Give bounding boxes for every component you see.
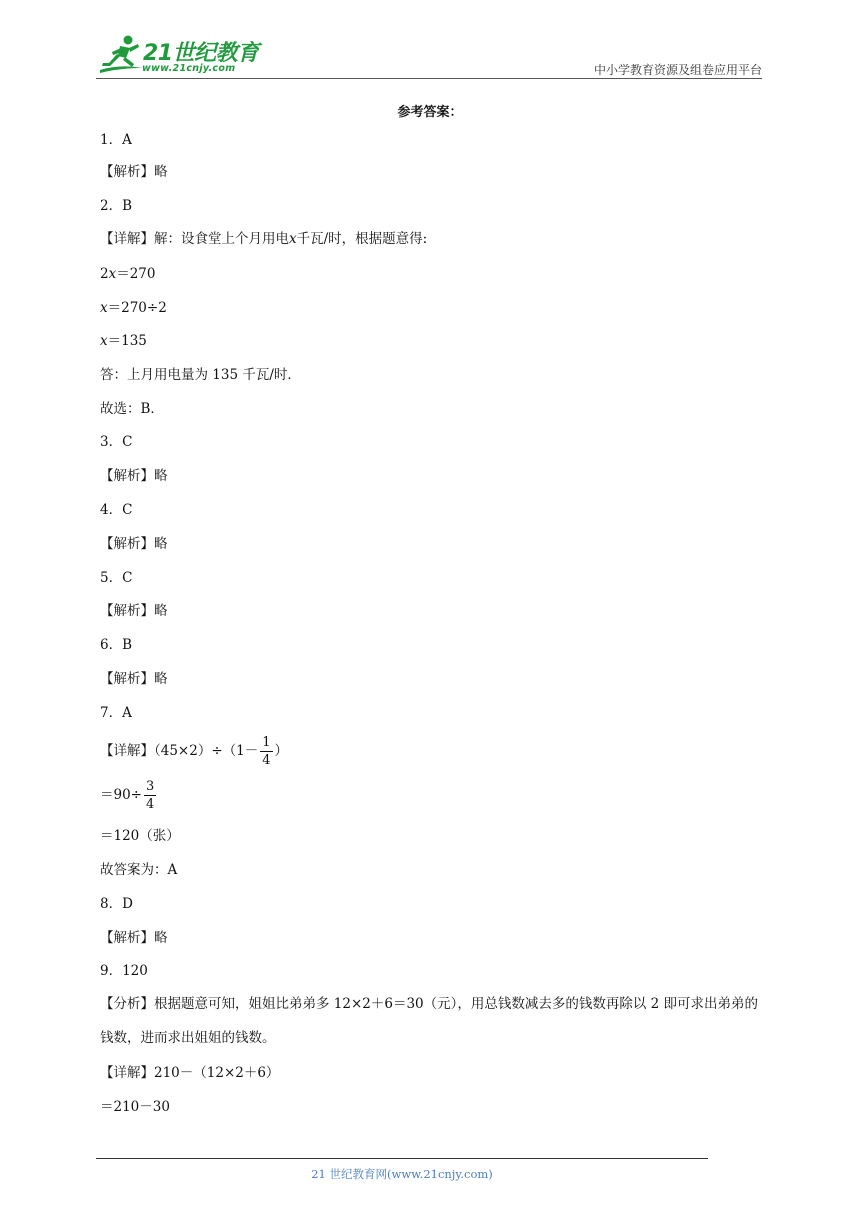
answer-2: 2．B xyxy=(100,198,133,214)
answer-statement: 答：上月用电量为 135 千瓦/时． xyxy=(100,367,301,383)
detail-2-intro xyxy=(100,230,427,248)
variable-x: x xyxy=(100,300,108,316)
detail-9-expression: 【详解】210－（12×2＋6） xyxy=(100,1065,280,1081)
analysis-4: 【解析】略 xyxy=(100,536,168,552)
text-segment: ） xyxy=(274,743,289,759)
choice-statement: 故选：B． xyxy=(100,401,164,417)
denominator: 4 xyxy=(146,797,155,812)
runner-logo-icon xyxy=(98,34,144,76)
answer-statement: 故答案为：A xyxy=(100,862,178,878)
detail-7-expression xyxy=(100,734,288,769)
denominator: 4 xyxy=(262,753,271,768)
equation-line xyxy=(100,299,167,317)
equation-line: ＝120（张） xyxy=(100,828,180,844)
footer-link[interactable]: 21 世纪教育网(www.21cnjy.com) xyxy=(311,1167,493,1181)
answer-6: 6．B xyxy=(100,637,133,653)
answer-7: 7．A xyxy=(100,705,132,721)
analysis-9: 【分析】根据题意可知，姐姐比弟弟多 12×2＋6＝30（元），用总钱数减去多的钱数再除以 2 即可求出弟弟的钱数，进而求出姐姐的钱数。 xyxy=(100,996,759,1046)
analysis-8: 【解析】略 xyxy=(100,930,168,946)
analysis-1: 【解析】略 xyxy=(100,164,168,180)
answer-3: 3．C xyxy=(100,434,133,450)
text-segment: ＝270 xyxy=(116,266,156,282)
text-segment: ＝270÷2 xyxy=(107,300,167,316)
logo-text: 21世纪教育 xyxy=(143,41,259,66)
site-logo[interactable] xyxy=(96,32,261,78)
text-segment: 【详解】（45×2）÷（1－ xyxy=(100,743,259,759)
header-divider xyxy=(96,78,762,79)
analysis-6: 【解析】略 xyxy=(100,671,168,687)
platform-name: 中小学教育资源及组卷应用平台 xyxy=(593,63,762,77)
text-segment: ＝135 xyxy=(107,333,147,349)
analysis-5: 【解析】略 xyxy=(100,603,168,619)
numerator: 3 xyxy=(146,779,155,794)
page-title: 参考答案： xyxy=(397,105,463,120)
fraction xyxy=(260,734,272,769)
answer-5: 5．C xyxy=(100,570,133,586)
page-header xyxy=(96,32,762,78)
answer-8: 8．D xyxy=(100,896,133,912)
footer-divider xyxy=(96,1158,708,1159)
answer-1: 1．A xyxy=(100,132,132,148)
equation-line: ＝210－30 xyxy=(100,1099,170,1115)
analysis-3: 【解析】略 xyxy=(100,468,168,484)
fraction xyxy=(144,778,156,813)
equation-line xyxy=(100,332,147,350)
text-segment: 2 xyxy=(100,266,109,282)
logo-url: www.21cnjy.com xyxy=(142,63,236,74)
text-segment: 千瓦/时，根据题意得: xyxy=(296,231,428,247)
variable-x: x xyxy=(289,231,297,247)
variable-x: x xyxy=(108,266,117,282)
variable-x: x xyxy=(100,333,108,349)
answer-9: 9．120 xyxy=(100,963,148,979)
text-segment: 【详解】解：设食堂上个月用电 xyxy=(100,231,289,247)
equation-line xyxy=(100,778,158,813)
numerator: 1 xyxy=(262,735,271,750)
text-segment: ＝90÷ xyxy=(100,787,142,803)
equation-line xyxy=(100,265,156,283)
answer-4: 4．C xyxy=(100,502,133,518)
